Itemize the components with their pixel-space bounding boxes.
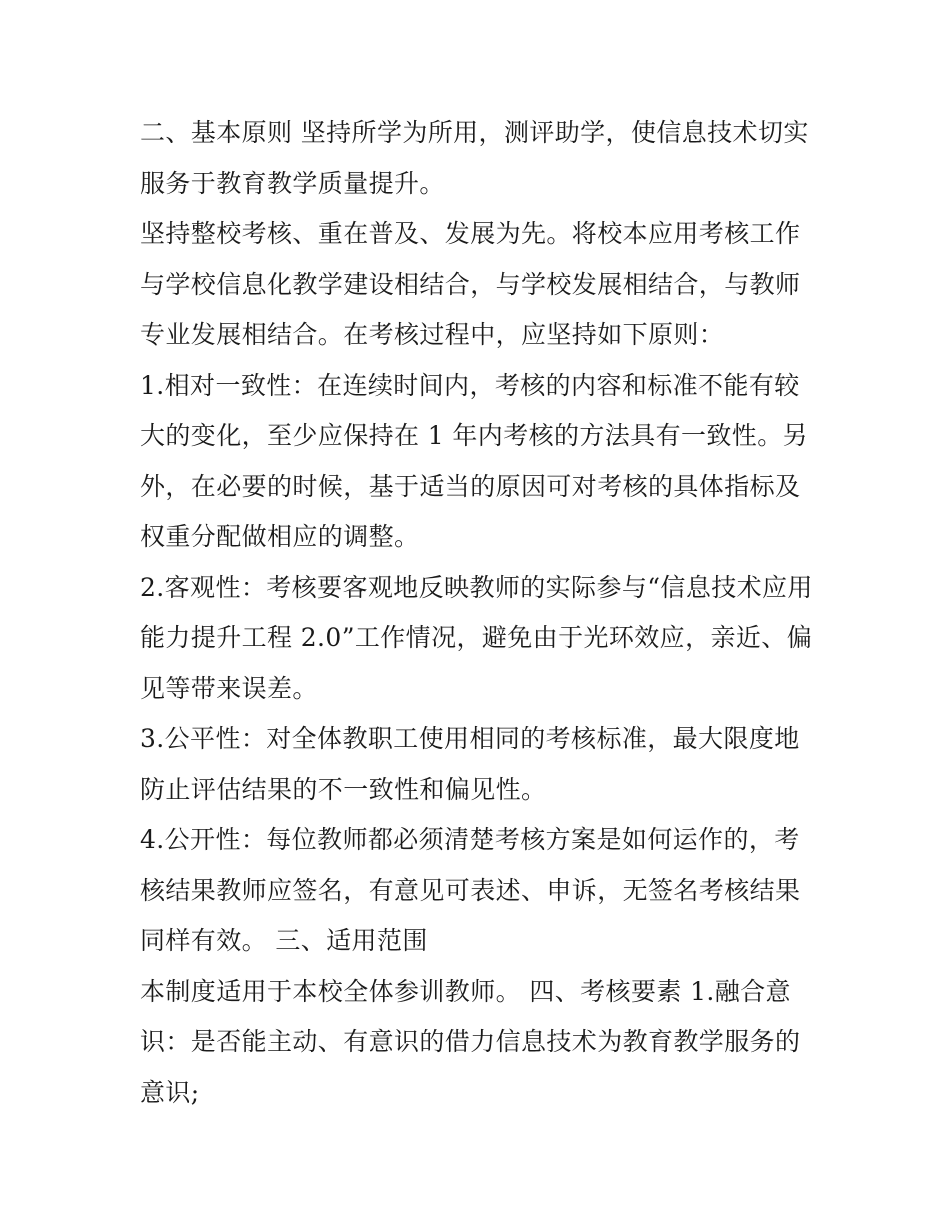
paragraph-principle-fairness: 3.公平性：对全体教职工使用相同的考核标准，最大限度地防止评估结果的不一致性和偏见性。 (140, 724, 800, 804)
paragraph-principle-consistency: 1.相对一致性：在连续时间内，考核的内容和标准不能有较大的变化，至少应保持在 1 年内考核的方法具有一致性。另外，在必要的时候，基于适当的原因可对考核的具体指标及权重分配做相应的调整。 (140, 370, 809, 551)
paragraph-principle-openness: 4.公开性：每位教师都必须清楚考核方案是如何运作的，考核结果教师应签名，有意见可表述、申诉，无签名考核结果同样有效。 三、适用范围 (140, 825, 801, 955)
paragraph-scope-and-elements: 本制度适用于本校全体参训教师。 四、考核要素 1.融合意识：是否能主动、有意识的借力信息技术为教育教学服务的意识; (140, 976, 801, 1107)
paragraph-principle-objectivity: 2.客观性：考核要客观地反映教师的实际参与“信息技术应用能力提升工程 2.0”工作情况，避免由于光环效应，亲近、偏见等带来误差。 (140, 572, 813, 703)
document-body (140, 108, 820, 1118)
paragraph-basic-principles: 二、基本原则 坚持所学为所用，测评助学，使信息技术切实服务于教育教学质量提升。 (140, 118, 809, 198)
paragraph-whole-school-assessment: 坚持整校考核、重在普及、发展为先。将校本应用考核工作与学校信息化教学建设相结合，与学校发展相结合，与教师专业发展相结合。在考核过程中，应坚持如下原则： (140, 219, 801, 349)
